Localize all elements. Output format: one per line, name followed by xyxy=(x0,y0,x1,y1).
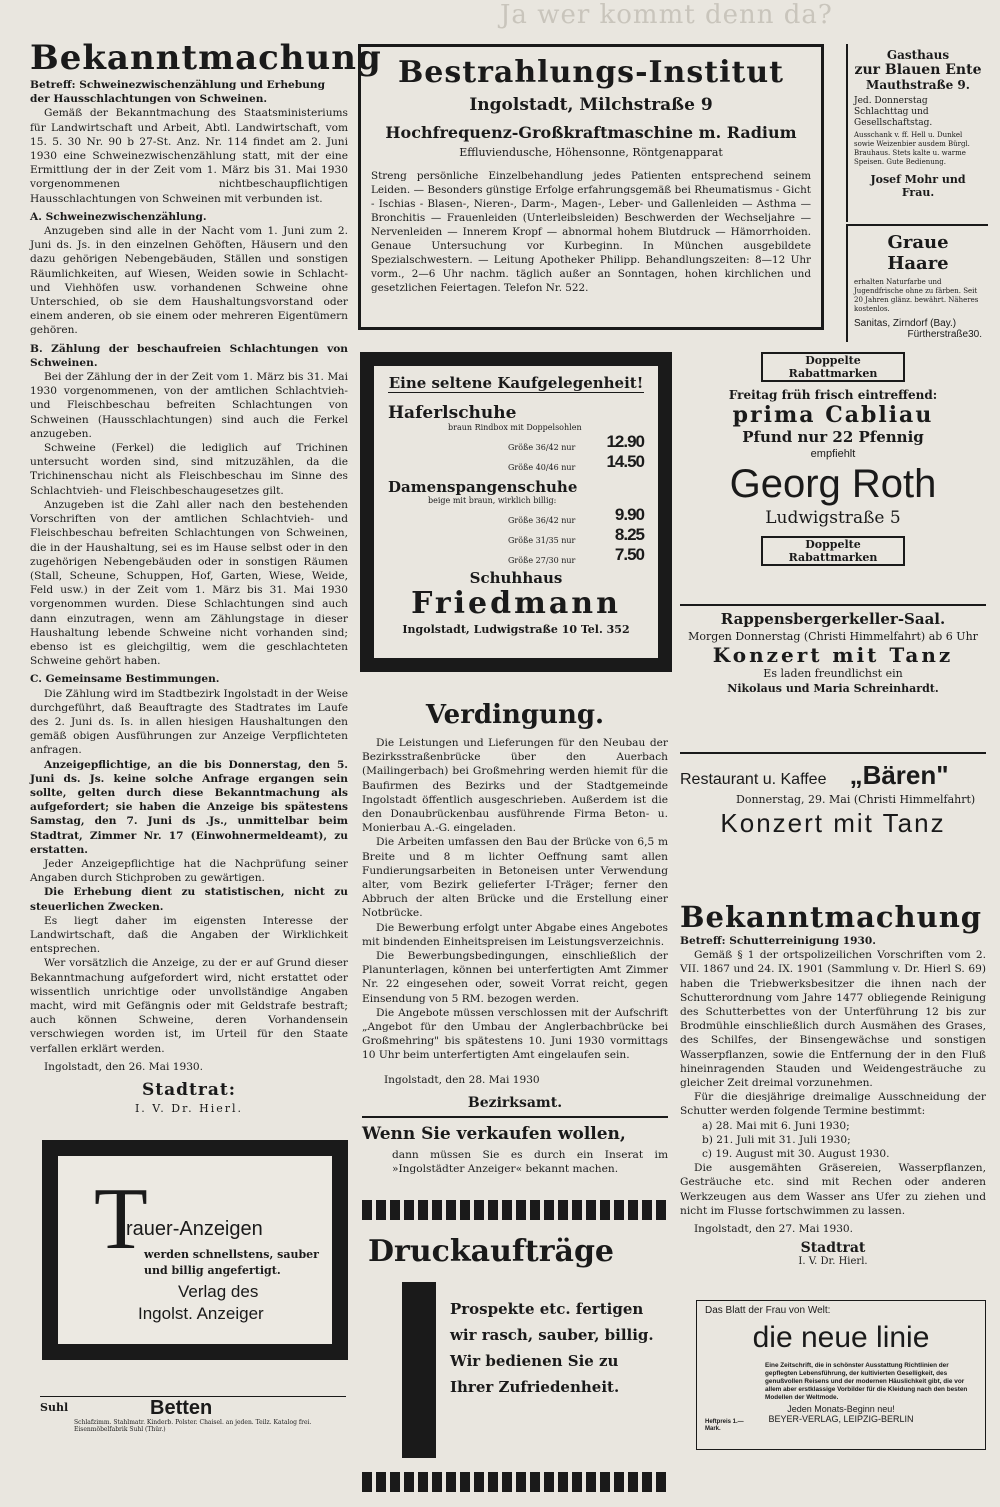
ad-line: Pfund nur 22 Pfennig xyxy=(742,428,924,446)
product-name: Damenspangenschuhe xyxy=(388,478,578,496)
restaurant-ad xyxy=(680,752,986,856)
sell-ad xyxy=(362,1116,668,1204)
ad-title: prima Cabliau xyxy=(732,402,934,428)
black-bar xyxy=(402,1282,436,1458)
announcement-subject: Betreff: Schweinezwischenzählung und Erhebung der Hausschlachtungen von Schweinen. xyxy=(30,79,325,106)
price-row xyxy=(388,545,644,565)
ad-highlight: Konzert mit Tanz xyxy=(720,808,946,838)
product-desc: beige mit braun, wirklich billig: xyxy=(428,496,557,505)
decorative-border xyxy=(362,1472,668,1492)
grey-hair-ad xyxy=(846,224,988,342)
ad-address: Sanitas, Zirndorf (Bay.) xyxy=(854,318,957,329)
announcement-paragraph: Die Zählung wird im Stadtbezirk Ingolstadt in der Weise durchgeführt, daß Beauftragte des Stadtrates im Laufe des 2. Juni ds. Is. in allen hiesigen Haushaltungen den gemäß obigen Ausführungen zur Anzeige Verpflichteten anfragen. xyxy=(30,687,348,757)
price-row xyxy=(388,525,644,545)
size-label: Größe 27/30 nur xyxy=(508,556,576,565)
price-row xyxy=(388,505,644,525)
decorative-border xyxy=(362,1200,668,1220)
ad-address: Mauthstraße 9. xyxy=(866,78,970,92)
ad-body: Ausschank v. ff. Hell u. Dunkel sowie Weizenbier ausdem Bürgl. Brauhaus. Stets kalte u. warme Speisen. Gute Bedienung. xyxy=(854,131,970,166)
announcement-right xyxy=(680,900,986,1268)
beds-ad xyxy=(40,1396,346,1433)
announcement-title: Bekanntmachung xyxy=(30,38,382,78)
size-label: Größe 40/46 nur xyxy=(508,463,576,472)
price: 8.25 xyxy=(614,525,644,544)
ad-address: Fürtherstraße30. xyxy=(907,329,982,340)
price: 12.90 xyxy=(606,432,644,451)
ad-title: Druckaufträge xyxy=(368,1234,615,1269)
signer-org: Stadtrat xyxy=(800,1240,866,1257)
store-name: Friedmann xyxy=(411,586,621,621)
ad-subtitle2: Effluviendusche, Höhensonne, Röntgenapparat xyxy=(459,146,723,159)
announcement-title: Bekanntmachung xyxy=(680,900,983,934)
rebate-band: Doppelte Rabattmarken xyxy=(761,352,905,382)
notice-title: Verdingung. xyxy=(425,700,605,730)
ad-title: zur Blauen Ente xyxy=(854,62,982,78)
restaurant-name: „Bären" xyxy=(849,760,949,790)
ad-title: rauer-Anzeigen xyxy=(126,1218,263,1240)
shop-address: Ludwigstraße 5 xyxy=(765,508,901,528)
ad-title: Bestrahlungs-Institut xyxy=(397,55,785,90)
ad-line: Gasthaus xyxy=(886,48,950,62)
ad-left-text: Suhl xyxy=(40,1401,69,1414)
ad-line: werden schnellstens, sauber xyxy=(144,1248,319,1261)
notice-paragraph: Die Angebote müssen verschlossen mit der Aufschrift „Angebot für den Umbau der Anglerbachbrücke bei Großmehring" bis spätestens 10. Juni 1930 vormittags 10 Uhr beim unterfertigten Amt eingelaufen sein. xyxy=(362,1006,668,1062)
announcement-paragraph: Anzugeben sind alle in der Nacht vom 1. Juni zum 2. Juni ds. Js. in den einzelnen Gehöften, Häusern und den dazu gehörigen Nebengebäuden, Ställen und sonstigen Räumlichkeiten, auf Wiesen, Weiden sowie in Schlacht- und Viehhöfen usw. vorhandenen Schweine ohne Unterschied, ob sie dem Haushaltungsvorstand oder einem anderen, ob sie einem oder mehreren Eigentümern gehören. xyxy=(30,225,348,337)
ad-brand: Betten xyxy=(150,1397,213,1419)
ad-lines xyxy=(450,1296,654,1400)
ad-line: Ihrer Zufriedenheit. xyxy=(450,1378,620,1396)
ad-line: empfiehlt xyxy=(810,448,856,460)
announcement-paragraph: Anzugeben ist die Zahl aller nach den bestehenden Vorschriften von der amtlichen Schlachtvieh- und Fleischbeschau befreiten Schlachtungen von Schweinen, die in der Haushaltung, sei es im Hause selbst oder in den zugehörigen Nebengebäuden oder in sonstigen Räumen (Stall, Scheune, Schuppen, Hof, Garten, Wiese, Weide, Feld usw.) in der Zeit vom 1. März bis 31. Mai 1930 vorgenommen wurden. Diese Schlachtungen sind auch dann einzutragen, wenn am Zählungstage in dieser Haushaltung lebende Schweine nicht vorhanden sind; ebenso ist es gleichgiltig, wem die geschlachteten Schweine gehört haben. xyxy=(30,498,348,668)
section-heading: A. Schweinezwischenzählung. xyxy=(30,210,207,223)
ad-line: Donnerstag, 29. Mai (Christi Himmelfahrt) xyxy=(736,793,976,806)
size-label: Größe 36/42 nur xyxy=(508,516,576,525)
price: 7.50 xyxy=(614,545,644,564)
price-row xyxy=(388,452,644,472)
size-label: Größe 36/42 nur xyxy=(508,443,576,452)
ad-line: Es laden freundlichst ein xyxy=(763,667,903,680)
announcement-paragraph: Für die diesjährige dreimalige Ausschneidung der Schutter werden folgende Termine bestimmt: xyxy=(680,1091,986,1118)
ad-line: Wir bedienen Sie zu xyxy=(450,1352,619,1370)
ad-line: Nikolaus und Maria Schreinhardt. xyxy=(727,682,939,695)
announcement-date: Ingolstadt, den 26. Mai 1930. xyxy=(44,1060,204,1073)
rebate-band: Doppelte Rabattmarken xyxy=(761,536,905,566)
ad-tagline: Das Blatt der Frau von Welt: xyxy=(705,1305,831,1316)
ad-title: Graue Haare xyxy=(887,232,949,274)
signer-name: I. V. Dr. Hierl. xyxy=(134,1102,244,1116)
notice-date: Ingolstadt, den 28. Mai 1930 xyxy=(384,1073,540,1086)
ad-line: Verlag des xyxy=(178,1282,259,1301)
ad-title: Wenn Sie verkaufen wollen, xyxy=(362,1124,626,1144)
product-name: Haferlschuhe xyxy=(388,403,517,423)
ad-small-print: Schlafzimm. Stahlmatr. Kinderb. Polster. Chaisel. an jeden. Teilz. Katalog frei. Eisenmöbelfabrik Suhl (Thür.) xyxy=(74,1419,312,1433)
magazine-ad xyxy=(696,1300,986,1450)
notice-paragraph: Die Arbeiten umfassen den Bau der Brücke von 6,5 m Breite und 8 m lichter Oeffnung samt allen Fundierungsarbeiten in Betoneisen unter Verwendung alter, vom Bezirk gelieferter I-Träger; ferner den Abbruch der alten Brücke und die Erstellung einer Notbrücke. xyxy=(362,836,668,920)
ad-title: Rappensbergerkeller-Saal. xyxy=(720,610,946,628)
print-orders-ad xyxy=(362,1200,668,1492)
ad-body: Eine Zeitschrift, die in schönster Ausstattung Richtlinien der gepflegten Lebensführung, der kultivierten Geselligkeit, des genußvollen Reisens und der modernen Häuslichkeit gibt, die vor allem aber erstklassige Vorbilder für die Kleidung nach den besten Modellen der Weltmode. xyxy=(765,1362,968,1401)
tender-notice xyxy=(362,700,668,1110)
announcement-paragraph: Jeder Anzeigepflichtige hat die Nachprüfung seiner Angaben durch Stichproben zu gewärtigen. xyxy=(30,857,348,885)
product-desc: braun Rindbox mit Doppelsohlen xyxy=(448,423,582,432)
notice-paragraph: Die Leistungen und Lieferungen für den Neubau der Bezirksstraßenbrücke über den Auerbach (Mailingerbach) bei Großmehring werden hiemit für die Baufirmen des Bezirks und der Stadtgemeinde Ingolstadt öffentlich ausgeschrieben. Außerdem ist die den Donaubrückenbau ausführende Firma Beton- u. Monierbau A.-G. eingeladen. xyxy=(362,737,668,835)
store-label: Schuhhaus xyxy=(469,569,563,587)
signer-name: I. V. Dr. Hierl. xyxy=(798,1256,868,1268)
price-row xyxy=(388,432,644,452)
section-heading: C. Gemeinsame Bestimmungen. xyxy=(30,673,220,686)
announcement-paragraph: Die Erhebung dient zu statistischen, nicht zu steuerlichen Zwecken. xyxy=(30,886,348,913)
announcement-paragraph: Es liegt daher im eigensten Interesse der Landwirtschaft, daß die Angaben der Wirklichkeit entsprechen. xyxy=(30,914,348,956)
announcement-paragraph: Bei der Zählung der in der Zeit vom 1. März bis 31. Mai 1930 vorgenommenen, von der amtlichen Schlachtvieh- und Fleischbeschau befreiten Schlachtungen von Schweinen (Hausschlachtungen) sind auch die Ferkel anzugeben. xyxy=(30,371,348,440)
ad-line: Prospekte etc. fertigen xyxy=(450,1300,644,1318)
ad-initial-letter: T xyxy=(94,1171,148,1268)
announcement-subject: Betreff: Schutterreinigung 1930. xyxy=(680,935,876,947)
announcement-date: Ingolstadt, den 27. Mai 1930. xyxy=(694,1223,854,1236)
announcement-paragraph: Anzeigepflichtige, an die bis Donnerstag, den 5. Juni ds. Js. keine solche Anfrage ergangen sein sollte, gelten durch diese Bekanntmachung als aufgefordert; sie haben die Anzeige bis spätestens Samstag, den 7. Juni ds .Js., unmittelbar beim Stadtrat, Zimmer Nr. 17 (Einwohnermeldeamt), zu erstatten. xyxy=(30,758,348,856)
price-note: Heftpreis 1.— Mark. xyxy=(705,1419,744,1432)
announcement-paragraph: Gemäß § 1 der ortspolizeilichen Vorschriften vom 2. VII. 1867 und 24. IX. 1901 (Sammlung v. Dr. Hierl S. 69) haben die Triebwerksbesitzer die ihnen nach der Schutterordnung vom Jahre 1477 obliegende Reinigung des Schutterbettes von der Unterführung 12 bis zur Brodmühle einschließlich durch Ausmähen des Grases, des Schilfes, der Binsengewächse und sonstigen Wasserpflanzen, sowie die Entfernung der in den Fluß hineinragenden Stauden und Weidengesträuche zu gleicher Zeit dreimal vorzunehmen. xyxy=(680,949,986,1090)
date-item: c) 19. August mit 30. August 1930. xyxy=(702,1148,890,1161)
date-item: a) 28. Mai mit 6. Juni 1930; xyxy=(702,1119,850,1132)
ad-highlight: Konzert mit Tanz xyxy=(712,643,954,667)
ad-body: Jed. Donnerstag Schlachttag und Gesellschaftstag. xyxy=(854,96,933,128)
store-address: Ingolstadt, Ludwigstraße 10 Tel. 352 xyxy=(402,623,630,636)
shop-name: Georg Roth xyxy=(729,462,937,506)
ad-line: Ingolst. Anzeiger xyxy=(138,1304,264,1323)
price: 9.90 xyxy=(614,505,644,524)
notice-paragraph: Die Bewerbungsbedingungen, einschließlich der Planunterlagen, können bei unterfertigten Amt Zimmer Nr. 22 eingesehen oder, soweit Vorrat reicht, gegen Einsendung von 5 RM. bezogen werden. xyxy=(362,950,668,1005)
price: 14.50 xyxy=(606,452,644,471)
shoe-store-ad xyxy=(360,352,672,672)
ad-line: Jeden Monats-Beginn neu! xyxy=(787,1404,895,1414)
ad-address: Ingolstadt, Milchstraße 9 xyxy=(469,95,713,115)
concert-ad xyxy=(680,604,986,730)
ad-owner: Josef Mohr und Frau. xyxy=(870,173,966,199)
date-item: b) 21. Juli mit 31. Juli 1930; xyxy=(702,1133,851,1146)
ad-body: erhalten Naturfarbe und Jugendfrische ohne zu färben. Seit 20 Jahren glänz. bewährt. Näheres kostenlos. xyxy=(854,278,979,313)
ad-line: Morgen Donnerstag (Christi Himmelfahrt) ab 6 Uhr xyxy=(688,630,978,643)
ad-line: Freitag früh frisch eintreffend: xyxy=(728,388,938,402)
ad-text: dann müssen Sie es durch ein Inserat im »Ingolstädter Anzeiger« bekannt machen. xyxy=(392,1149,668,1176)
ad-line: wir rasch, sauber, billig. xyxy=(450,1326,654,1344)
size-label: Größe 31/35 nur xyxy=(508,536,576,545)
signer-org: Stadtrat: xyxy=(142,1080,236,1101)
ad-line: Restaurant u. Kaffee xyxy=(680,771,827,788)
fish-shop-ad xyxy=(704,352,962,594)
bleed-through-header: Ja wer kommt denn da? xyxy=(500,0,833,30)
announcement-paragraph: Wer vorsätzlich die Anzeige, zu der er auf Grund dieser Bekanntmachung aufgefordert wird, nicht erstattet oder wissentlich unrichtige oder unvollständige Angaben macht, wird mit Gefängnis oder mit Geldstrafe bestraft; auch können Schweine, deren Vorhandensein verschwiegen worden ist, im Urteil für den Staate verfallen erklärt werden. xyxy=(30,957,348,1055)
ad-subtitle: Hochfrequenz-Großkraftmaschine m. Radium xyxy=(385,123,797,142)
radiation-institute-ad xyxy=(358,44,824,330)
inn-ad xyxy=(846,44,988,222)
ad-line: und billig angefertigt. xyxy=(144,1264,281,1277)
publisher: BEYER-VERLAG, LEIPZIG-BERLIN xyxy=(768,1414,914,1424)
ad-body: Streng persönliche Einzelbehandlung jedes Patienten entsprechend seinem Leiden. — Besonders günstige Erfolge erfahrungsgemäß bei Rheumatismus - Gicht - Ischias - Blasen-, Nieren-, Darm-, Magen-, Leber- und Gallenleiden — Asthma — Bronchitis — Frauenleiden (Unterleibsleiden) Beschwerden der Wechseljahre — Nervenleiden — Innerem Kropf — abnormal hohem Blutdruck — Hämorrhoiden. Genaue Untersuchung vor Kurbeginn. In München ausgebildete Spezialschwestern. — Leitung Apotheker Philipp. Behandlungszeiten: 8—12 Uhr vorm., 2—6 Uhr nachm. täglich außer an Sonntagen, hohen kirchlichen und gesetzlichen Feiertagen. Telefon Nr. 522. xyxy=(371,170,811,294)
magazine-title: die neue linie xyxy=(752,1321,930,1354)
ad-headline: Eine seltene Kaufgelegenheit! xyxy=(388,374,644,392)
announcement-paragraph: Gemäß der Bekanntmachung des Staatsministeriums für Landwirtschaft und Arbeit, Abtl. Landwirtschaft, vom 15. 5. 30 Nr. 90 b 27-St. Anz. Nr. 114 findet am 2. Juni 1930 eine Schweinezwischenzählung statt, mit der eine Ermittlung der in der Zeit vom 1. März bis 31. Mai 1930 vorgenommenen nichtbeschaupflichtigen Hausschlachtungen von Schweinen mit verbunden ist. xyxy=(30,107,348,205)
mourning-notices-ad xyxy=(42,1140,348,1360)
notice-paragraph: Die Bewerbung erfolgt unter Abgabe eines Angebotes mit bindenden Einheitspreisen im Leistungsverzeichnis. xyxy=(362,921,668,948)
announcement-paragraph: Schweine (Ferkel) die lediglich auf Trichinen untersucht worden sind, sind mitzuzählen, da die Trichinenschau nicht als Fleischbeschau im Sinne des Schlachtvieh- und Fleischbeschaugesetzes gilt. xyxy=(30,442,348,497)
announcement-paragraph: Die ausgemähten Gräsereien, Wasserpflanzen, Gesträuche etc. sind mit Rechen oder anderen Werkzeugen aus dem Wasser ans Ufer zu ziehen und nicht im Flusse fortschwimmen zu lassen. xyxy=(680,1162,986,1217)
section-heading: B. Zählung der beschaufreien Schlachtungen von Schweinen. xyxy=(30,342,348,369)
notice-signer: Bezirksamt. xyxy=(467,1094,563,1111)
